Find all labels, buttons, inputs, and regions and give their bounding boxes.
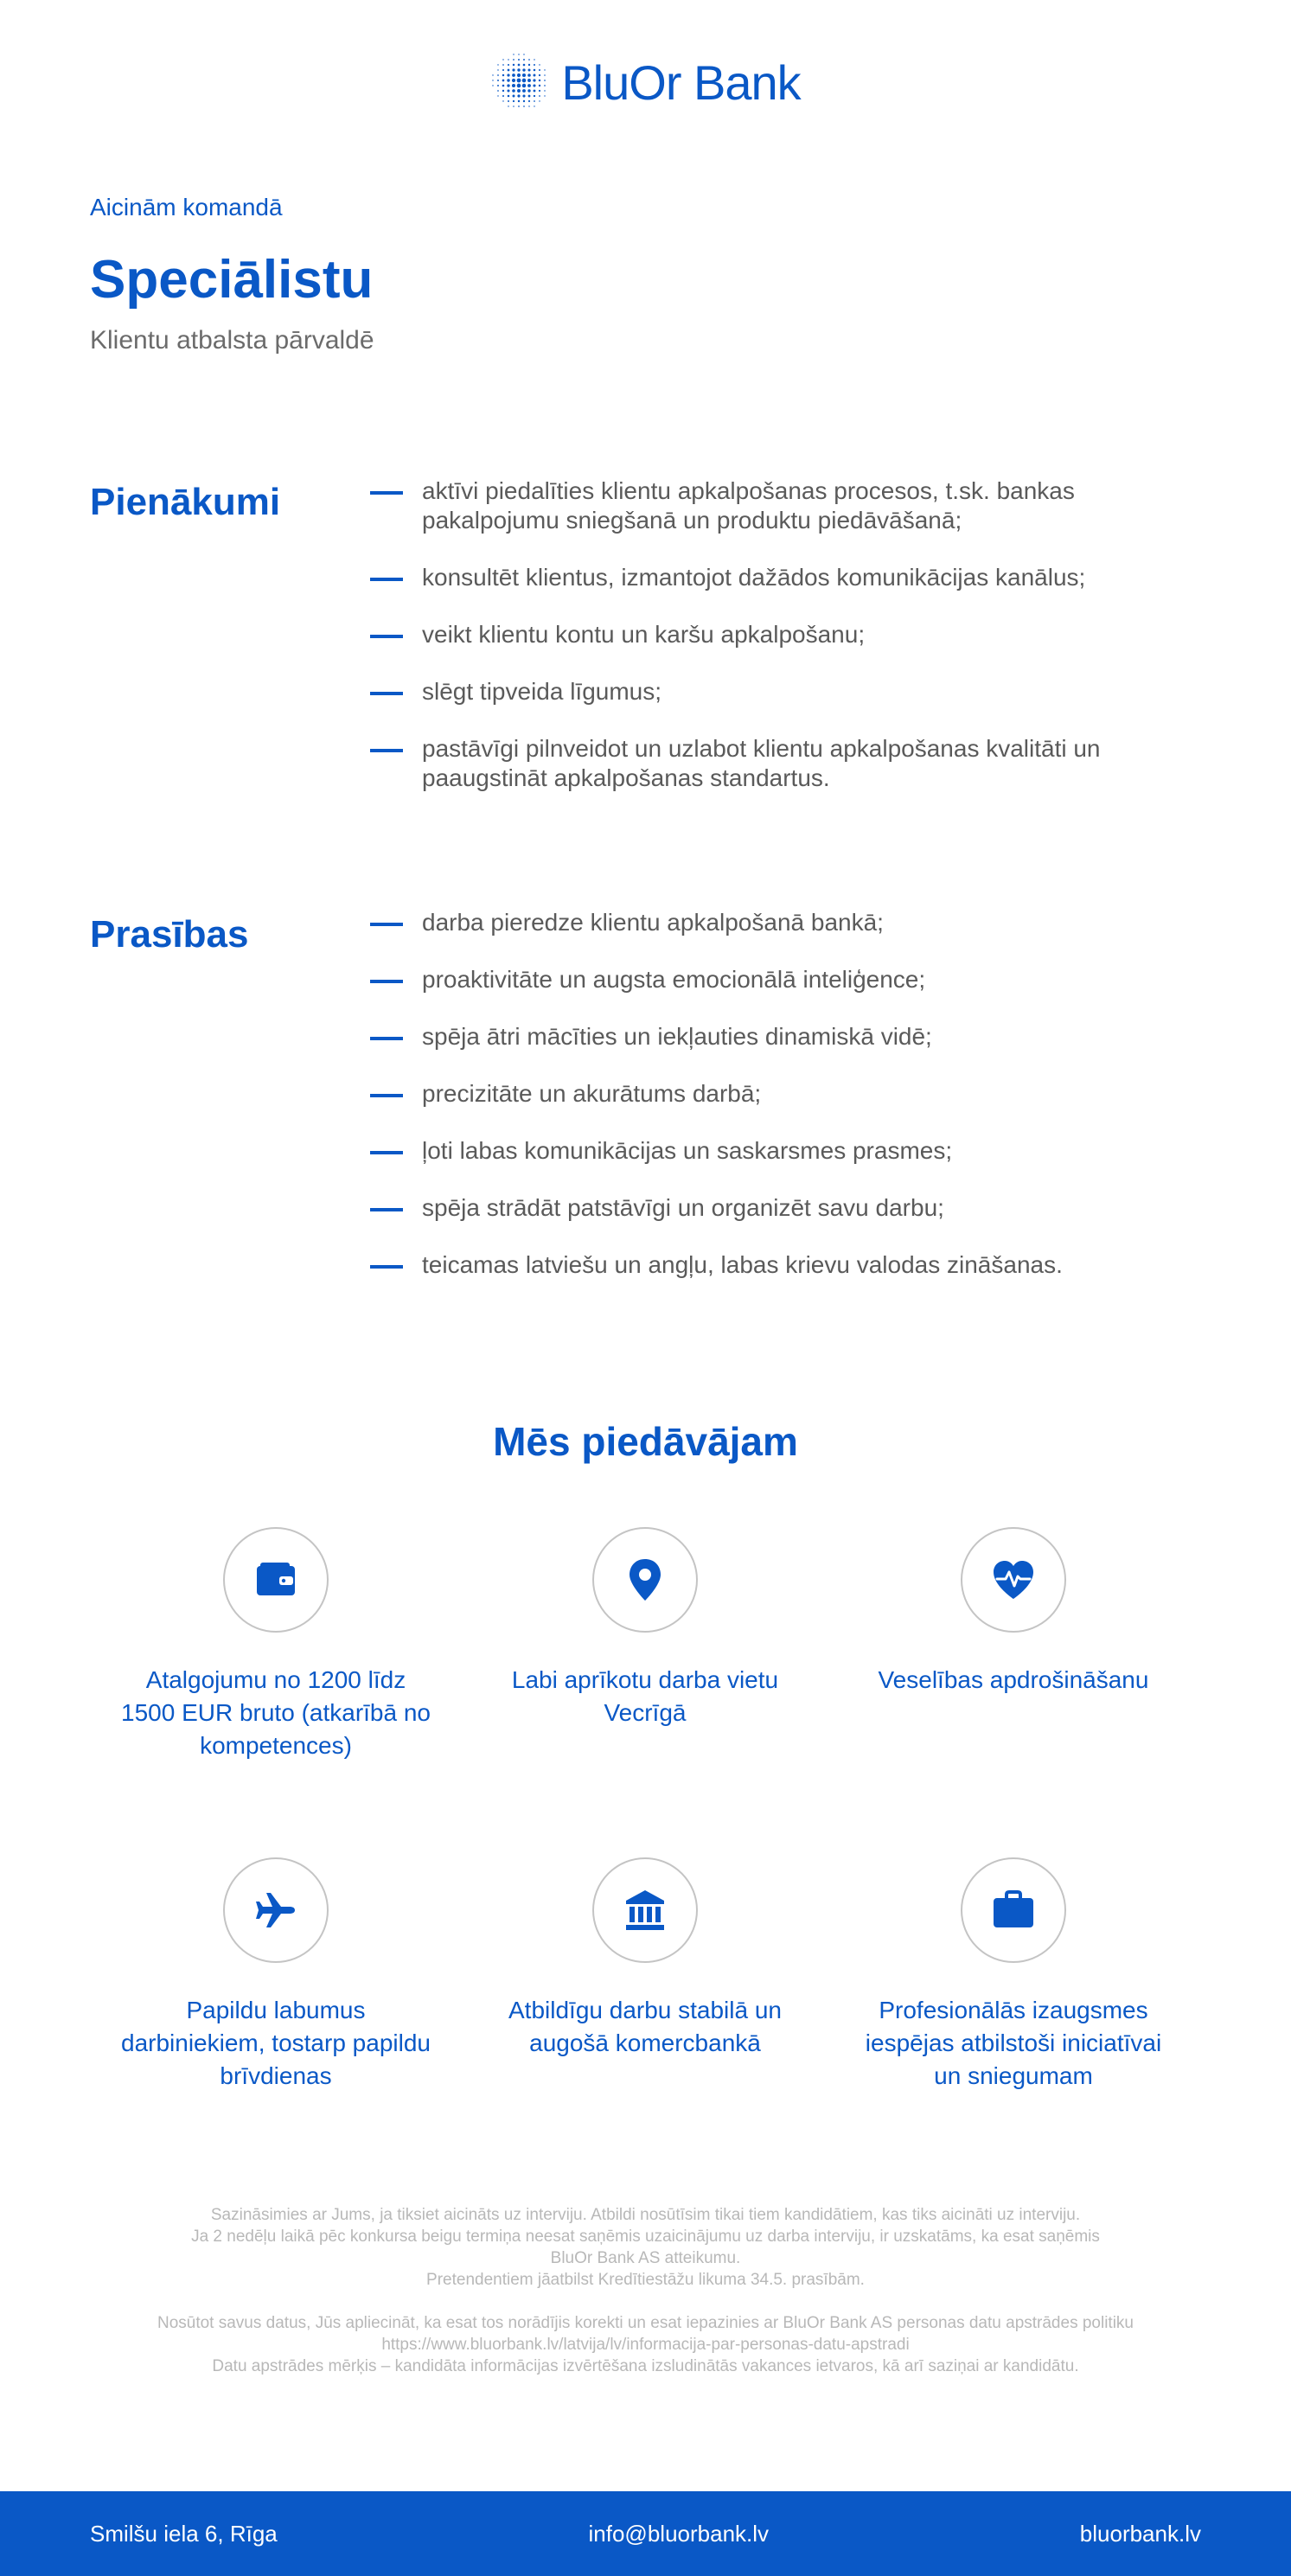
logo-dots-icon <box>490 52 551 112</box>
benefit-label: Papildu labumus darbiniekiem, tostarp papildu brīvdienas <box>121 1997 431 2089</box>
requirements-heading: Prasības <box>90 913 249 956</box>
list-item: proaktivitāte un augsta emocionālā inteliģence; <box>370 965 1200 994</box>
dash-bullet <box>370 923 403 926</box>
icon-circle <box>961 1527 1066 1633</box>
airplane-icon <box>252 1886 300 1934</box>
duties-list <box>370 476 1200 821</box>
list-item: aktīvi piedalīties klientu apkalpošanas procesos, t.sk. bankas pakalpojumu sniegšanā un produktu piedāvāšanā; <box>370 476 1200 535</box>
offer-heading: Mēs piedāvājam <box>493 1419 798 1464</box>
dash-bullet <box>370 980 403 983</box>
footer-address: Smilšu iela 6, Rīga <box>90 2520 278 2547</box>
list-item: precizitāte un akurātums darbā; <box>370 1079 1200 1109</box>
briefcase-icon <box>989 1886 1038 1934</box>
contact-notice: Sazināsimies ar Jums, ja tiksiet aicināts uz interviju. Atbildi nosūtīsim tikai tiem kandidātiem, kas tiks aicināti uz interviju. Ja 2 nedēļu laikā pēc konkursa beigu termiņa neesat saņēmis uzaicinājumu uz darba interviju, ir uzskatāms, ka esat saņēmis BluOr Bank AS atteikumu. Pretendentiem jāatbilst Kredītiestāžu likuma 34.5. prasībām. <box>191 2206 1100 2289</box>
benefit-growth <box>858 1857 1169 2093</box>
benefit-salary <box>120 1527 431 1762</box>
wallet-icon <box>252 1556 300 1604</box>
list-item: spēja ātri mācīties un iekļauties dinamiskā vidē; <box>370 1022 1200 1051</box>
heart-pulse-icon <box>989 1556 1038 1604</box>
privacy-notice: Nosūtot savus datus, Jūs apliecināt, ka esat tos norādījis korekti un esat iepazinies ar BluOr Bank AS personas datu apstrādes politiku https://www.bluorbank.lv/latvija/lv/informacija-par-personas-datu-apstradi Datu apstrādes mērķis – kandidāta informācijas izvērtēšana izsludinātās vakances ietvaros, kā arī saziņai ar kandidātu. <box>78 2312 1213 2377</box>
dash-bullet <box>370 749 403 752</box>
location-pin-icon <box>621 1556 669 1604</box>
dash-bullet <box>370 1094 403 1097</box>
benefit-label: Atbildīgu darbu stabilā un augošā komercbankā <box>508 1997 782 2056</box>
dash-bullet <box>370 1265 403 1269</box>
duties-heading: Pienākumi <box>90 481 281 523</box>
list-item: teicamas latviešu un angļu, labas krievu valodas zināšanas. <box>370 1250 1200 1280</box>
dash-bullet <box>370 692 403 695</box>
icon-circle <box>223 1527 329 1633</box>
brand-name: BluOr Bank <box>561 54 801 110</box>
benefit-workplace <box>489 1527 801 1729</box>
list-item: darba pieredze klientu apkalpošanā bankā; <box>370 908 1200 937</box>
list-item: ļoti labas komunikācijas un saskarsmes prasmes; <box>370 1136 1200 1166</box>
list-item: veikt klientu kontu un karšu apkalpošanu; <box>370 620 1200 649</box>
footer-website-link[interactable]: bluorbank.lv <box>1079 2520 1201 2547</box>
page-subtitle: Klientu atbalsta pārvaldē <box>90 326 374 355</box>
brand-logo[interactable] <box>0 52 1291 112</box>
benefit-label: Profesionālās izaugsmes iespējas atbilstoši iniciatīvai un sniegumam <box>865 1997 1162 2089</box>
icon-circle <box>592 1857 698 1963</box>
privacy-policy-link[interactable]: https://www.bluorbank.lv/latvija/lv/informacija-par-personas-datu-apstradi <box>381 2336 910 2354</box>
footer-email-link[interactable]: info@bluorbank.lv <box>588 2520 770 2547</box>
benefit-extra-days <box>120 1857 431 2093</box>
invite-text: Aicinām komandā <box>90 194 283 221</box>
list-item: slēgt tipveida līgumus; <box>370 677 1200 706</box>
benefit-stable-bank <box>489 1857 801 2060</box>
dash-bullet <box>370 635 403 638</box>
page-title: Speciālistu <box>90 250 374 310</box>
benefit-label: Labi aprīkotu darba vietu Vecrīgā <box>511 1666 779 1726</box>
dash-bullet <box>370 578 403 581</box>
dash-bullet <box>370 1208 403 1211</box>
benefit-health <box>858 1527 1169 1697</box>
dash-bullet <box>370 1037 403 1040</box>
requirements-list <box>370 908 1200 1307</box>
footer-bar <box>0 2491 1291 2576</box>
list-item: konsultēt klientus, izmantojot dažādos komunikācijas kanālus; <box>370 563 1200 592</box>
benefit-label: Veselības apdrošināšanu <box>878 1666 1149 1693</box>
list-item: pastāvīgi pilnveidot un uzlabot klientu apkalpošanas kvalitāti un paaugstināt apkalpošanas standartus. <box>370 734 1200 793</box>
list-item: spēja strādāt patstāvīgi un organizēt savu darbu; <box>370 1193 1200 1223</box>
bank-building-icon <box>621 1886 669 1934</box>
icon-circle <box>961 1857 1066 1963</box>
dash-bullet <box>370 491 403 495</box>
icon-circle <box>592 1527 698 1633</box>
icon-circle <box>223 1857 329 1963</box>
dash-bullet <box>370 1151 403 1154</box>
benefit-label: Atalgojumu no 1200 līdz 1500 EUR bruto (atkarībā no kompetences) <box>121 1666 431 1759</box>
